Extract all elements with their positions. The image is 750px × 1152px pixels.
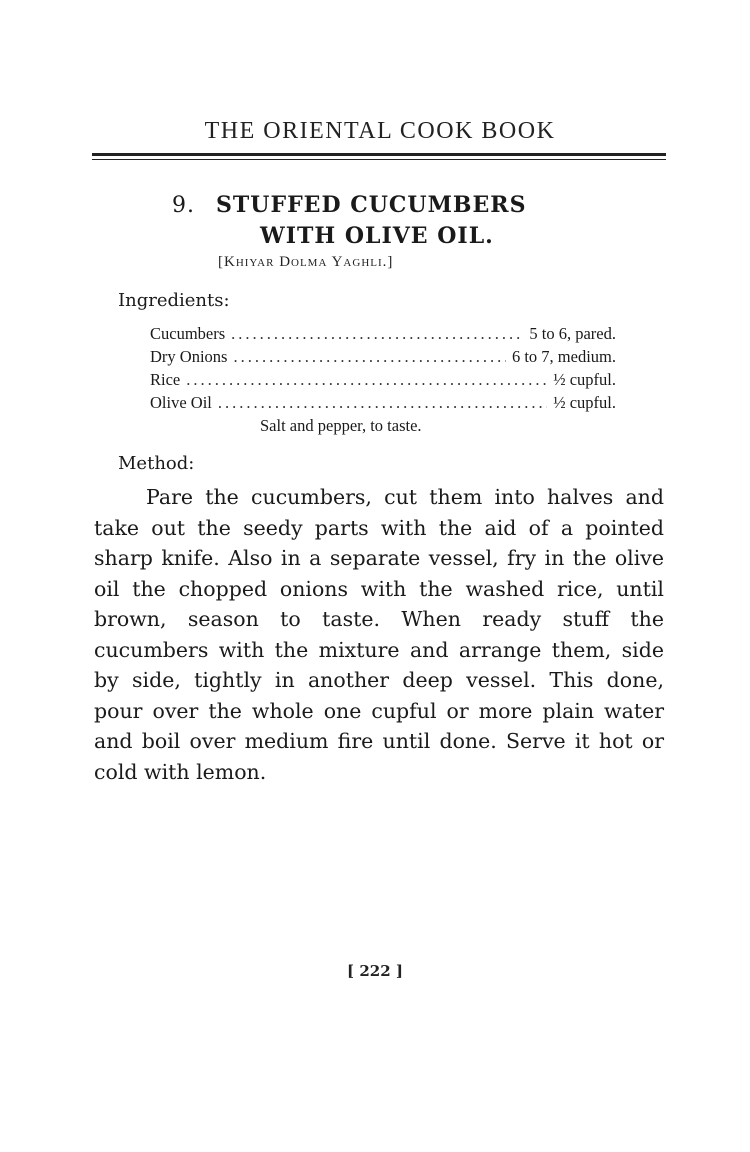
ingredient-amount: 6 to 7, medium. — [511, 347, 616, 366]
running-head: THE ORIENTAL COOK BOOK — [204, 118, 556, 144]
ingredient-name: Olive Oil — [150, 393, 212, 412]
dot-leader — [186, 370, 547, 390]
recipe-subtitle: [Khiyar Dolma Yaghli.] — [218, 254, 394, 270]
ingredient-amount: 5 to 6, pared. — [529, 324, 616, 343]
recipe-title-line2: WITH OLIVE OIL. — [260, 223, 494, 249]
dot-leader — [233, 347, 505, 367]
method-label: Method: — [118, 453, 195, 474]
ingredients-label: Ingredients: — [118, 290, 230, 311]
ingredient-row — [150, 393, 616, 416]
recipe-number: 9. — [172, 193, 195, 218]
ingredient-row — [150, 347, 616, 370]
ingredient-name: Rice — [150, 370, 181, 389]
ingredient-name: Cucumbers — [150, 324, 226, 343]
dot-leader — [231, 324, 523, 344]
ingredient-amount: ½ cupful. — [553, 393, 616, 412]
page-number: [ 222 ] — [347, 962, 403, 980]
ingredient-row — [150, 370, 616, 393]
seasoning-note: Salt and pepper, to taste. — [260, 416, 422, 435]
header-rule-thick — [92, 153, 666, 156]
ingredient-list — [150, 324, 616, 416]
ingredient-row — [150, 324, 616, 347]
recipe-title-line1: STUFFED CUCUMBERS — [216, 192, 527, 218]
ingredient-name: Dry Onions — [150, 347, 228, 366]
recipe-title — [172, 190, 526, 251]
dot-leader — [218, 393, 547, 413]
method-paragraph: Pare the cucumbers, cut them into halves and take out the seedy parts with the aid of a pointed sharp knife. Also in a separate vessel, fry in the olive oil the chopped onions with the washed rice, until brown, season to taste. When ready stuff the cucumbers with the mixture and arrange them, side by side, tightly in another deep vessel. This done, pour over the whole one cupful or more plain water and boil over medium fire until done. Serve it hot or cold with lemon. — [94, 485, 664, 784]
ingredient-amount: ½ cupful. — [553, 370, 616, 389]
header-rule-thin — [92, 159, 666, 160]
